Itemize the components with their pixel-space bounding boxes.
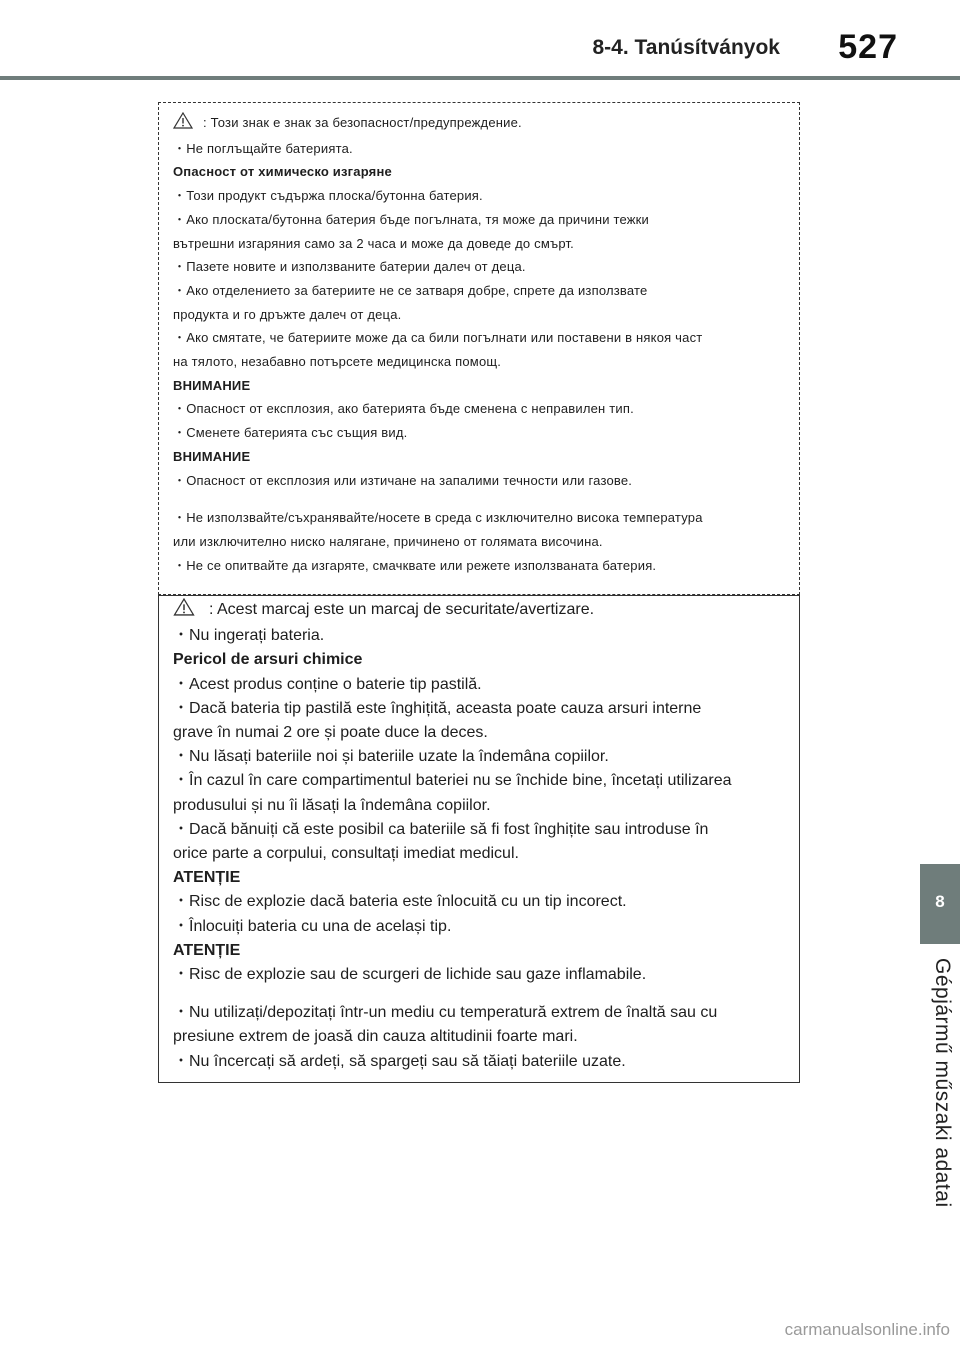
notice-line: ・Ако смятате, че батериите може да са били погълнати или поставени в някоя част: [173, 330, 703, 346]
page-number: 527: [838, 28, 898, 66]
notice-heading: ATENȚIE: [173, 941, 241, 959]
notice-line: presiune extrem de joasă din cauza altitudinii foarte mari.: [173, 1028, 578, 1046]
notice-line: : Acest marcaj este un marcaj de securitate/avertizare.: [173, 598, 789, 624]
notice-line: на тялото, незабавно потърсете медицинска помощ.: [173, 354, 502, 370]
notice-line: ・Опасност от експлозия, ако батерията бъде сменена с неправилен тип.: [173, 401, 634, 417]
notice-line: ・Ако отделението за батериите не се затваря добре, спрете да използвате: [173, 282, 648, 298]
notice-line: grave în numai 2 ore și poate duce la deces.: [173, 724, 488, 742]
romanian-notice: [158, 595, 800, 1083]
notice-line: вътрешни изгаряния само за 2 часа и може да доведе до смърт.: [173, 235, 574, 251]
notice-line: ・Nu ingerați bateria.: [173, 627, 325, 645]
notice-line: ・Пазете новите и използваните батерии далеч от деца.: [173, 259, 526, 275]
notice-line: ・Nu lăsați bateriile noi și bateriile uzate la îndemâna copiilor.: [173, 748, 609, 766]
notice-line: ・Acest produs conține o baterie tip pastilă.: [173, 675, 482, 693]
notice-line: ・Risc de explozie dacă bateria este înlocuită cu un tip incorect.: [173, 893, 627, 911]
notice-line: produsului și nu îi lăsați la îndemâna copiilor.: [173, 796, 491, 814]
page-footer: [0, 1312, 960, 1352]
watermark: carmanualsonline.info: [784, 1320, 950, 1339]
header-divider: [0, 76, 960, 80]
notice-line: ・Dacă bateria tip pastilă este înghițită, aceasta poate cauza arsuri interne: [173, 699, 702, 717]
notice-line: ・Сменете батерията със същия вид.: [173, 425, 408, 441]
notice-heading: Опасност от химическо изгаряне: [173, 164, 392, 180]
notice-heading: ВНИМАНИЕ: [173, 448, 251, 464]
notice-line: : Този знак е знак за безопасност/предупреждение.: [173, 111, 789, 137]
warning-triangle-icon: [173, 598, 195, 624]
bulgarian-notice: [158, 102, 800, 595]
warning-triangle-icon: [173, 112, 193, 137]
notice-line: ・Опасност от експлозия или изтичане на запалими течности или газове.: [173, 472, 633, 488]
chapter-tab: [920, 864, 960, 944]
chapter-number: 8: [935, 892, 945, 911]
notice-line: ・Risc de explozie sau de scurgeri de lichide sau gaze inflamabile.: [173, 966, 647, 984]
notice-line: ・Този продукт съдържа плоска/бутонна батерия.: [173, 188, 483, 204]
notice-line: ・Înlocuiți bateria cu una de același tip.: [173, 917, 452, 935]
notice-line: ・Dacă bănuiți că este posibil ca bateriile să fi fost înghițite sau introduse în: [173, 820, 709, 838]
notice-line: orice parte a corpului, consultați imediat medicul.: [173, 845, 519, 863]
notice-line: ・Не поглъщайте батерията.: [173, 140, 353, 156]
notice-heading: ВНИМАНИЕ: [173, 377, 251, 393]
notice-line: ・Не използвайте/съхранявайте/носете в среда с изключително висока температура: [173, 510, 703, 526]
chapter-label: Gépjármű műszaki adatai: [931, 958, 954, 1208]
page-header: [0, 0, 960, 80]
notice-line: ・În cazul în care compartimentul bateriei nu se închide bine, încetați utilizarea: [173, 772, 732, 790]
notice-line: ・Nu încercați să ardeți, să spargeți sau să tăiați bateriile uzate.: [173, 1052, 626, 1070]
notice-line: ・Не се опитвайте да изгаряте, смачквате или режете използваната батерия.: [173, 557, 657, 573]
notice-line: или изключително ниско налягане, причинено от голямата височина.: [173, 533, 603, 549]
notice-heading: Pericol de arsuri chimice: [173, 651, 363, 669]
notice-line: ・Ако плоската/бутонна батерия бъде погълната, тя може да причини тежки: [173, 211, 650, 227]
notice-line: продукта и го дръжте далеч от деца.: [173, 306, 402, 322]
notice-line: ・Nu utilizați/depozitați într-un mediu cu temperatură extrem de înaltă sau cu: [173, 1004, 718, 1022]
notice-heading: ATENȚIE: [173, 869, 241, 887]
section-title: 8-4. Tanúsítványok: [592, 36, 780, 59]
